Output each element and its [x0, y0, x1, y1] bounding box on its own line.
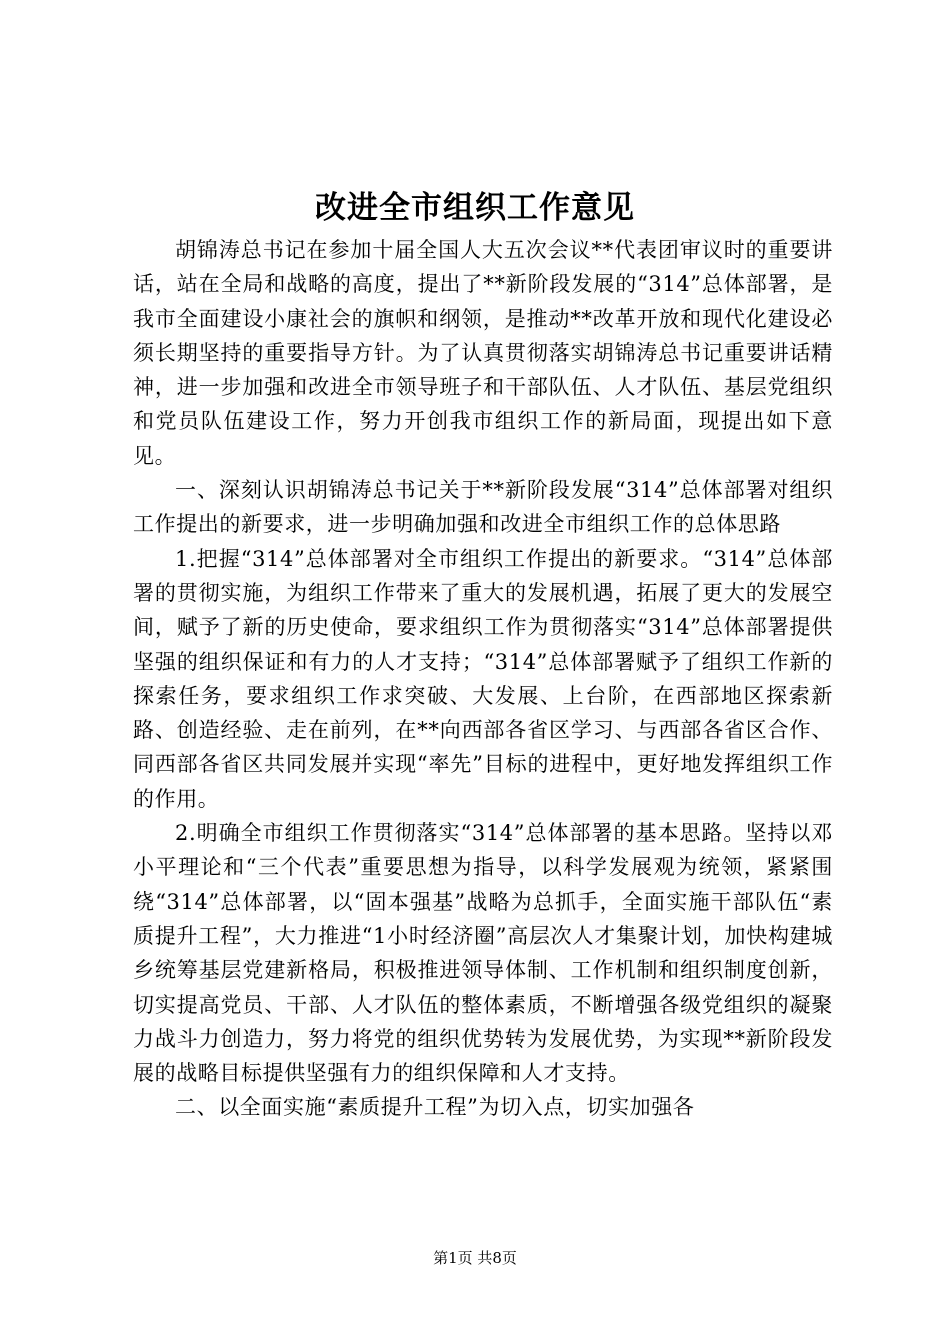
document-body	[133, 233, 833, 1125]
paragraph-item-2: 2.明确全市组织工作贯彻落实“314”总体部署的基本思路。坚持以邓小平理论和“三个代表”重要思想为指导，以科学发展观为统领，紧紧围绕“314”总体部署，以“固本强基”战略为总抓手，全面实施干部队伍“素质提升工程”，大力推进“1小时经济圈”高层次人才集聚计划，加快构建城乡统筹基层党建新格局，积极推进领导体制、工作机制和组织制度创新，切实提高党员、干部、人才队伍的整体素质，不断增强各级党组织的凝聚力战斗力创造力，努力将党的组织优势转为发展优势，为实现**新阶段发展的战略目标提供坚强有力的组织保障和人才支持。	[133, 821, 833, 1086]
page-number-footer: 第1页 共8页	[433, 1249, 517, 1267]
paragraph-intro: 胡锦涛总书记在参加十届全国人大五次会议**代表团审议时的重要讲话，站在全局和战略的高度，提出了**新阶段发展的“314”总体部署，是我市全面建设小康社会的旗帜和纲领，是推动**改革开放和现代化建设必须长期坚持的重要指导方针。为了认真贯彻落实胡锦涛总书记重要讲话精神，进一步加强和改进全市领导班子和干部队伍、人才队伍、基层党组织和党员队伍建设工作，努力开创我市组织工作的新局面，现提出如下意见。	[133, 238, 833, 468]
document-title: 改进全市组织工作意见	[315, 190, 635, 226]
paragraph-item-1: 1.把握“314”总体部署对全市组织工作提出的新要求。“314”总体部署的贯彻实施，为组织工作带来了重大的发展机遇，拓展了更大的发展空间，赋予了新的历史使命，要求组织工作为贯彻落实“314”总体部署提供坚强的组织保证和有力的人才支持；“314”总体部署赋予了组织工作新的探索任务，要求组织工作求突破、大发展、上台阶，在西部地区探索新路、创造经验、走在前列，在**向西部各省区学习、与西部各省区合作、同西部各省区共同发展并实现“率先”目标的进程中，更好地发挥组织工作的作用。	[133, 546, 833, 811]
paragraph-section-one-heading: 一、深刻认识胡锦涛总书记关于**新阶段发展“314”总体部署对组织工作提出的新要求，进一步明确加强和改进全市组织工作的总体思路	[133, 478, 833, 537]
paragraph-section-two-heading: 二、以全面实施“素质提升工程”为切入点，切实加强各	[175, 1095, 695, 1120]
